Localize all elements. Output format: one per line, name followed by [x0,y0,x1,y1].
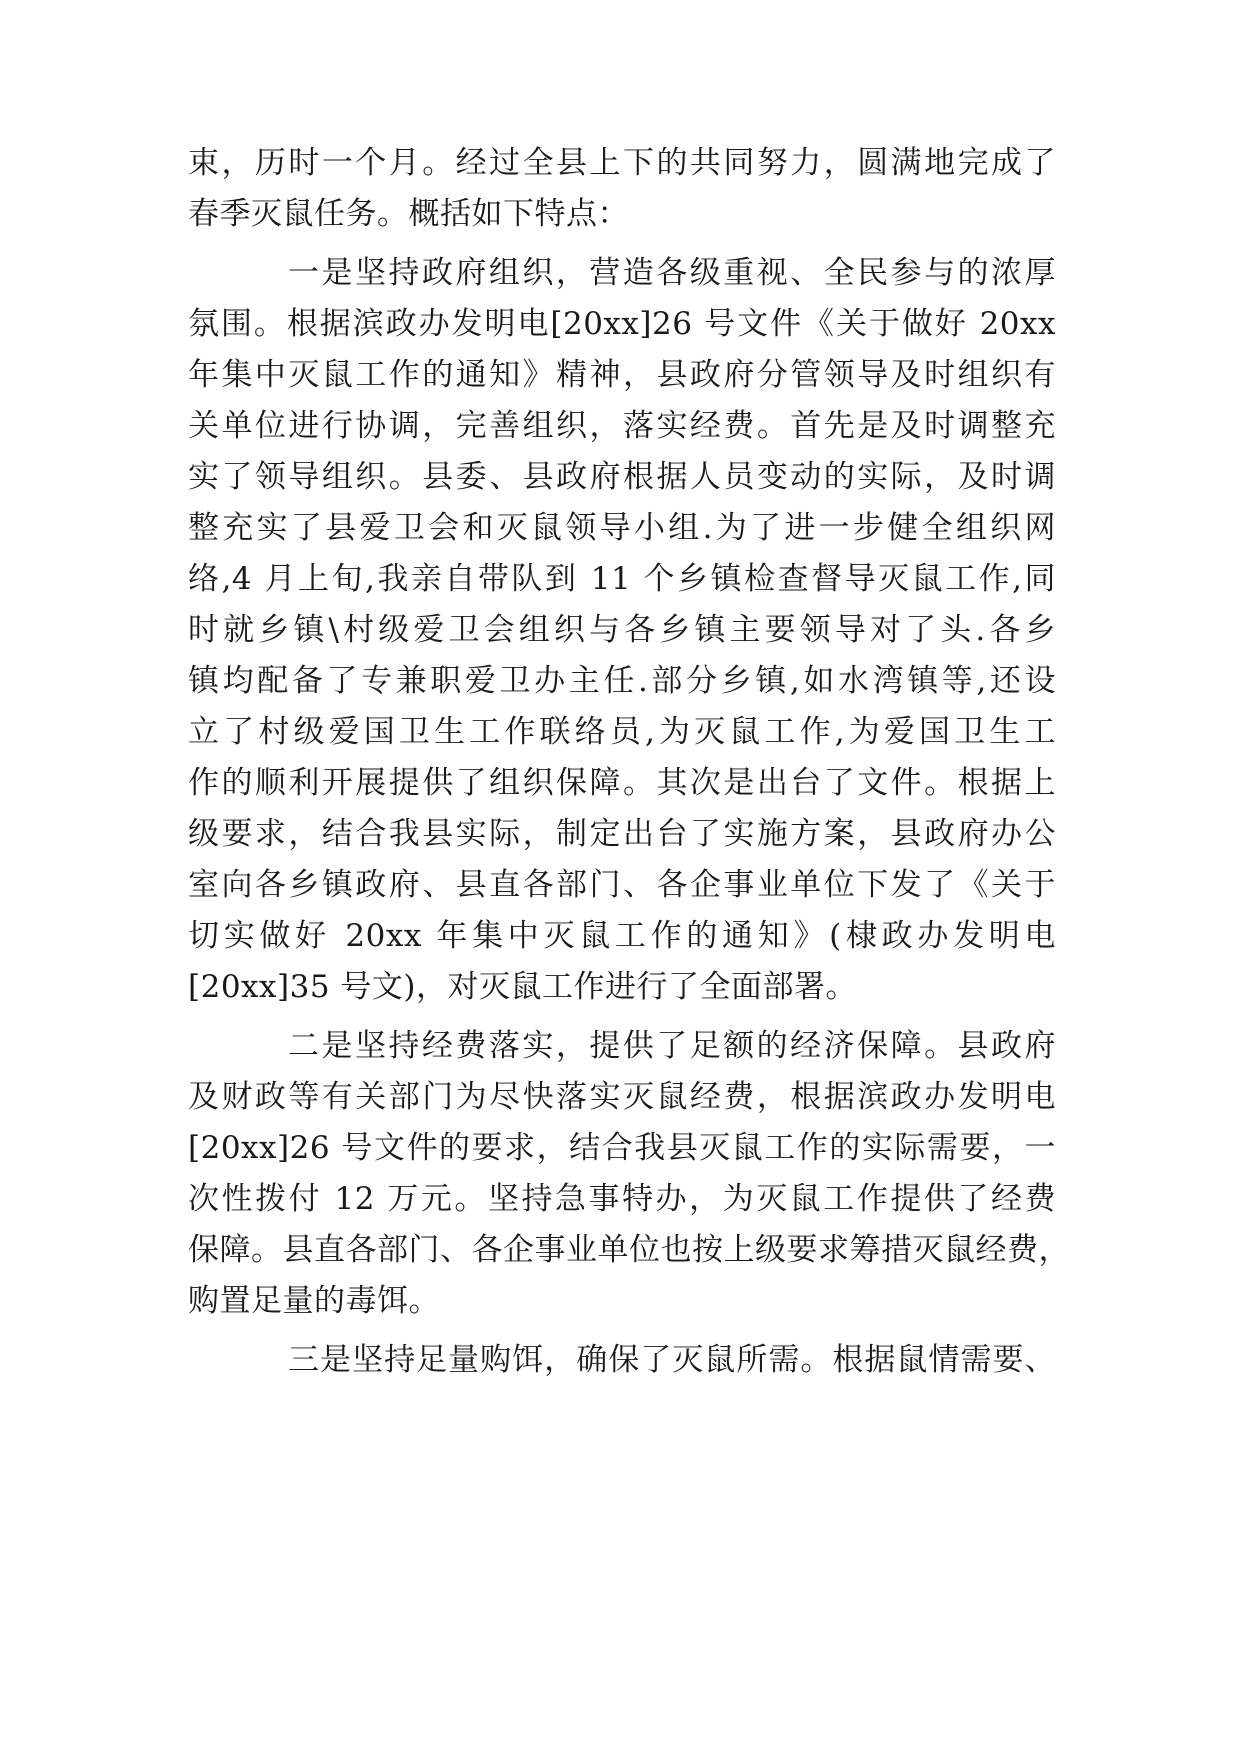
text-line: 二是坚持经费落实，提供了足额的经济保障。县政府 [288,1028,1056,1064]
text-line: 氛围。根据滨政办发明电[20xx]26 号文件《关于做好 20xx [188,306,1056,342]
text-line: 整充实了县爱卫会和灭鼠领导小组.为了进一步健全组织网 [188,510,1056,546]
text-line: [20xx]35 号文)，对灭鼠工作进行了全面部署。 [188,969,857,1005]
text-line: 购置足量的毒饵。 [188,1283,440,1319]
text-line: 年集中灭鼠工作的通知》精神，县政府分管领导及时组织有 [188,357,1056,393]
text-line: 切实做好 20xx 年集中灭鼠工作的通知》(棣政办发明电 [188,918,1056,954]
text-line: 络,4 月上旬,我亲自带队到 11 个乡镇检查督导灭鼠工作,同 [188,561,1056,597]
text-line: 一是坚持政府组织，营造各级重视、全民参与的浓厚 [288,255,1056,291]
text-line: 立了村级爱国卫生工作联络员,为灭鼠工作,为爱国卫生工 [188,714,1056,750]
text-line: 保障。县直各部门、各企事业单位也按上级要求筹措灭鼠经费， [188,1232,1070,1268]
text-line: 实了领导组织。县委、县政府根据人员变动的实际，及时调 [188,459,1056,495]
text-line: 时就乡镇\村级爱卫会组织与各乡镇主要领导对了头.各乡 [188,612,1056,648]
text-line: 及财政等有关部门为尽快落实灭鼠经费，根据滨政办发明电 [188,1079,1056,1115]
text-line: 镇均配备了专兼职爱卫办主任.部分乡镇,如水湾镇等,还设 [188,663,1056,699]
text-line: 室向各乡镇政府、县直各部门、各企事业单位下发了《关于 [188,867,1056,903]
text-line: [20xx]26 号文件的要求，结合我县灭鼠工作的实际需要，一 [188,1130,1056,1166]
text-line: 束，历时一个月。经过全县上下的共同努力，圆满地完成了 [188,145,1056,181]
text-line: 次性拨付 12 万元。坚持急事特办，为灭鼠工作提供了经费 [188,1181,1056,1217]
text-line: 级要求，结合我县实际，制定出台了实施方案，县政府办公 [188,816,1056,852]
text-line: 三是坚持足量购饵，确保了灭鼠所需。根据鼠情需要、 [288,1342,1056,1378]
text-line: 关单位进行协调，完善组织，落实经费。首先是及时调整充 [188,408,1056,444]
text-line: 作的顺利开展提供了组织保障。其次是出台了文件。根据上 [188,765,1056,801]
text-line: 春季灭鼠任务。概括如下特点： [188,196,629,232]
